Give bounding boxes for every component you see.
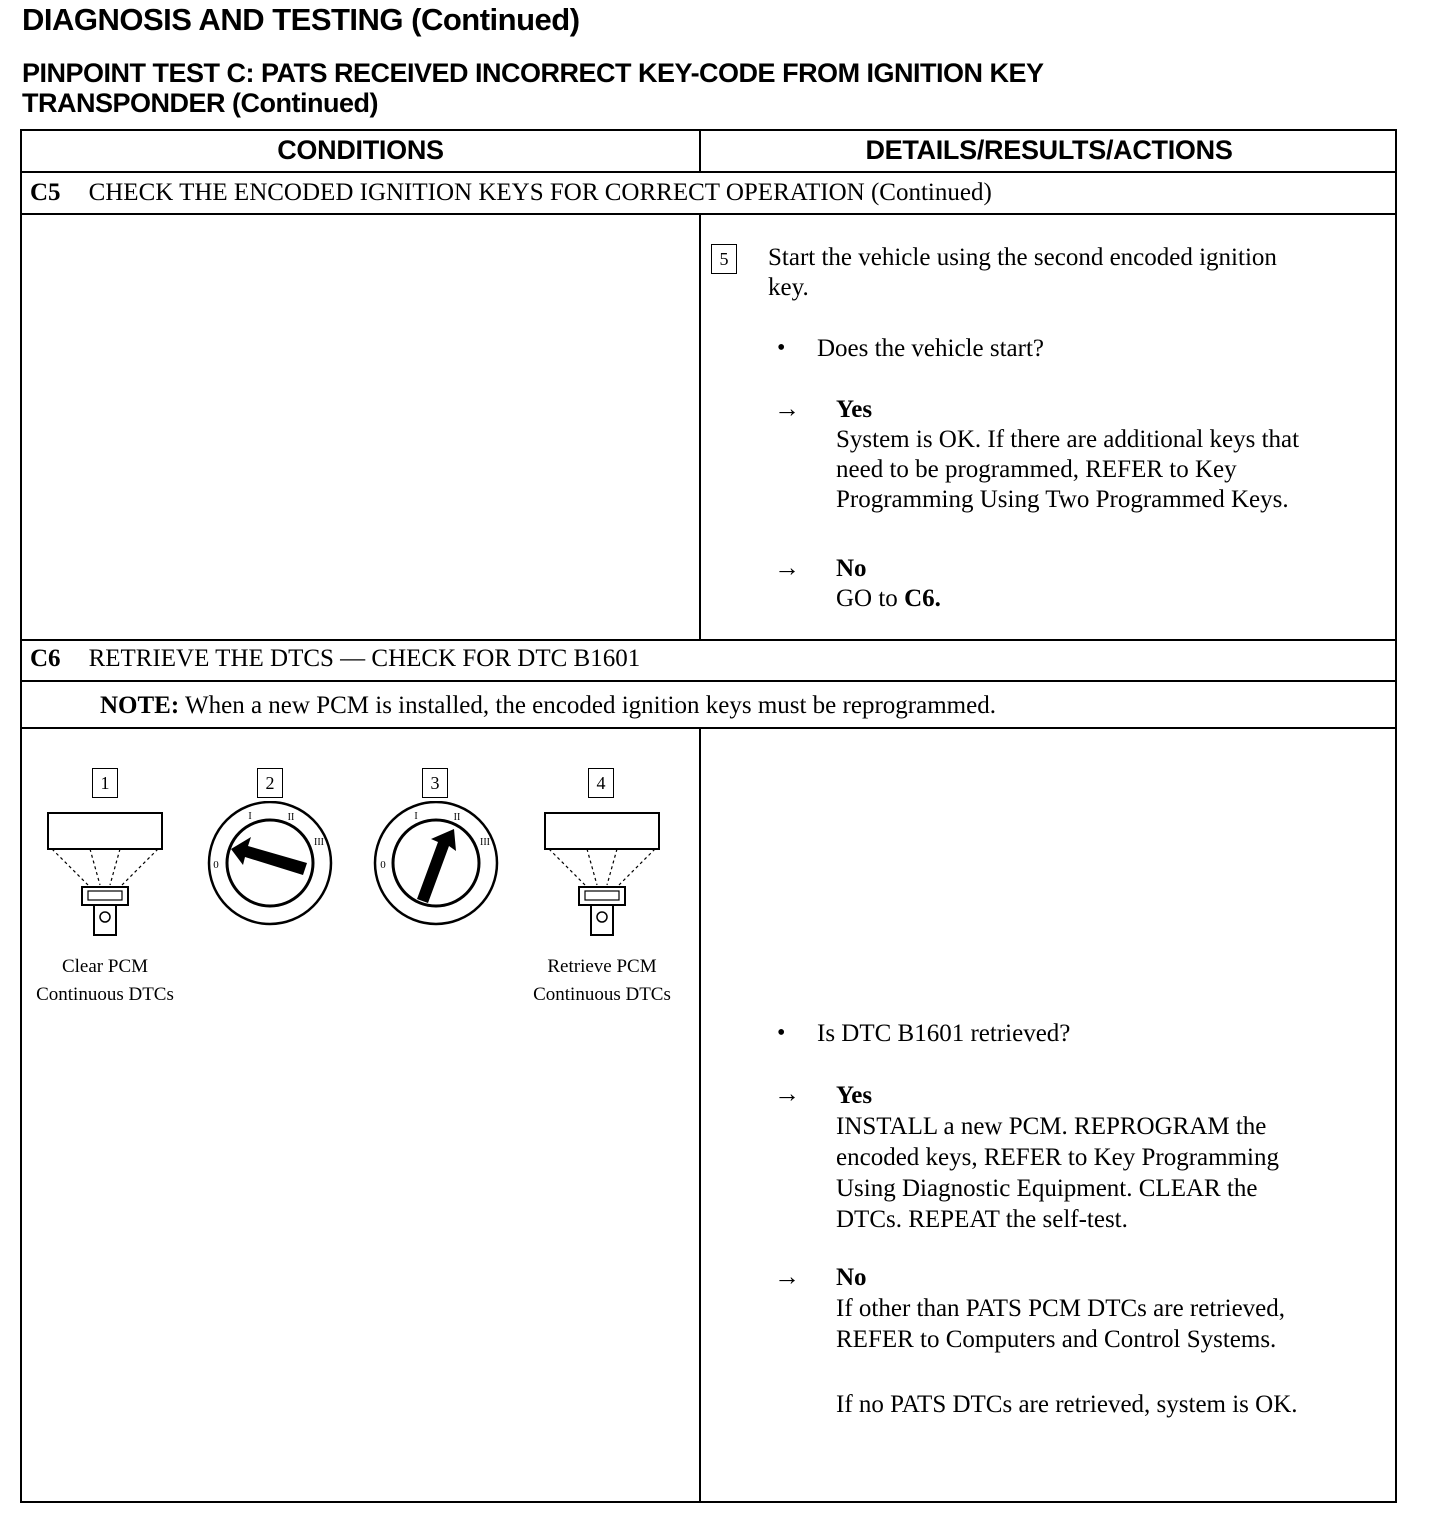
column-header-conditions: CONDITIONS: [277, 135, 444, 165]
text-line: If no PATS DTCs are retrieved, system is OK.: [836, 1391, 1298, 1418]
c5-step-text: [768, 243, 1388, 303]
text-line: encoded keys, REFER to Key Programming: [836, 1144, 1279, 1171]
text-line: INSTALL a new PCM. REPROGRAM the: [836, 1113, 1267, 1140]
column-header-details: DETAILS/RESULTS/ACTIONS: [865, 135, 1233, 165]
column-divider: [699, 213, 701, 640]
figure-caption-clear: [22, 953, 188, 1009]
c6-no-block: [836, 1262, 1396, 1420]
dial-label: III: [314, 837, 324, 848]
no-label: No: [836, 1264, 867, 1291]
c6-question: Is DTC B1601 retrieved?: [817, 1020, 1071, 1047]
text-line: key.: [768, 274, 809, 301]
dial-label: II: [287, 812, 295, 823]
yes-label: Yes: [836, 1082, 873, 1109]
caption-line: Retrieve PCM: [547, 956, 657, 977]
step-c6-header: [30, 645, 640, 673]
bullet-icon: •: [777, 335, 786, 361]
text-line: need to be programmed, REFER to Key: [836, 456, 1237, 483]
step-title: CHECK THE ENCODED IGNITION KEYS FOR CORRECT OPERATION: [88, 179, 865, 206]
no-label: No: [836, 555, 867, 582]
rule: [22, 213, 1395, 215]
dial-label: 0: [213, 859, 219, 871]
step-id: C5: [30, 179, 61, 206]
text-line: Start the vehicle using the second encoded ignition: [768, 244, 1277, 271]
rule: [22, 727, 1395, 729]
note-text: When a new PCM is installed, the encoded ignition keys must be reprogrammed.: [185, 692, 996, 719]
dial-label: III: [480, 837, 490, 848]
arrow-right-icon: →: [774, 553, 800, 582]
page-title: DIAGNOSIS AND TESTING (Continued): [22, 2, 580, 37]
c6-yes-block: [836, 1080, 1396, 1235]
no-target: C6.: [904, 585, 941, 612]
figure-step-4-box: 4: [588, 768, 614, 798]
caption-line: Continuous DTCs: [533, 984, 671, 1005]
step-title: RETRIEVE THE DTCS — CHECK FOR DTC B1601: [88, 645, 641, 672]
arrow-right-icon: →: [774, 1262, 800, 1291]
dial-label: I: [414, 811, 418, 822]
figure-caption-retrieve: [517, 953, 687, 1009]
bullet-icon: •: [777, 1020, 786, 1046]
test-title: [22, 58, 1322, 118]
text-line: Programming Using Two Programmed Keys.: [836, 486, 1289, 513]
figure-step-2-box: 2: [257, 768, 283, 798]
text-line: Using Diagnostic Equipment. CLEAR the: [836, 1175, 1258, 1202]
no-text: GO to: [836, 585, 898, 612]
c5-question: Does the vehicle start?: [817, 335, 1044, 362]
test-title-line-1: PINPOINT TEST C: PATS RECEIVED INCORRECT KEY-CODE FROM IGNITION KEY: [22, 58, 1044, 88]
rule: [22, 639, 1395, 641]
c5-yes-block: [836, 395, 1396, 515]
text-line: [836, 584, 1396, 614]
step-number-box: 5: [711, 244, 737, 274]
caption-line: Clear PCM: [61, 956, 149, 977]
step-title-suffix: (Continued): [870, 179, 992, 206]
c5-no-block: [836, 554, 1396, 614]
arrow-right-icon: →: [774, 1079, 800, 1108]
dial-label: 0: [380, 859, 386, 871]
arrow-right-icon: →: [774, 394, 800, 423]
figure-step-1-box: 1: [92, 768, 118, 798]
dial-label: I: [248, 811, 252, 822]
note-label: NOTE:: [100, 692, 180, 719]
scan-tool-icon: [48, 813, 162, 935]
test-title-line-2: TRANSPONDER (Continued): [22, 88, 378, 118]
dial-label: II: [453, 812, 461, 823]
figure-step-3-box: 3: [422, 768, 448, 798]
ignition-switch-start-icon: [375, 802, 497, 924]
step-c5-header: [30, 179, 992, 207]
text-line: REFER to Computers and Control Systems.: [836, 1326, 1277, 1353]
caption-line: Continuous DTCs: [36, 984, 174, 1005]
note: [100, 691, 996, 721]
ignition-procedure-figure: [22, 801, 699, 951]
step-id: C6: [30, 645, 61, 672]
rule: [22, 171, 1395, 173]
text-line: DTCs. REPEAT the self-test.: [836, 1206, 1128, 1233]
scan-tool-icon: [545, 813, 659, 935]
yes-label: Yes: [836, 396, 873, 423]
column-divider: [699, 727, 701, 1503]
pinpoint-table: [20, 129, 1397, 1503]
rule: [22, 680, 1395, 682]
ignition-switch-run-icon: [209, 802, 331, 924]
text-line: System is OK. If there are additional keys that: [836, 426, 1300, 453]
text-line: If other than PATS PCM DTCs are retrieved,: [836, 1295, 1286, 1322]
